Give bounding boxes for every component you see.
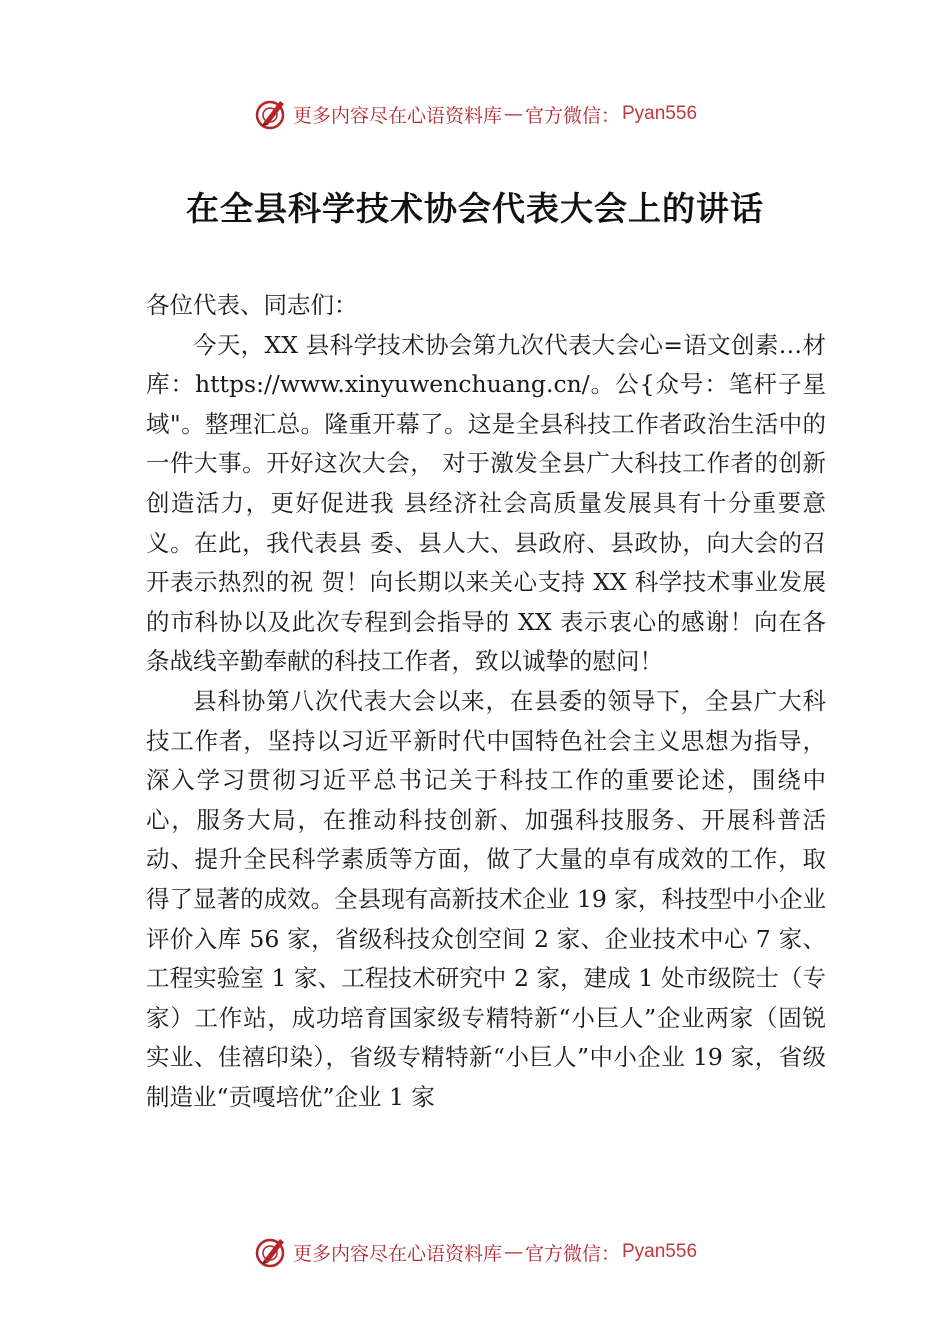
document-title: 在全县科学技术协会代表大会上的讲话: [186, 189, 764, 228]
banner-text: 更多内容尽在心语资料库: [292, 104, 502, 127]
paragraph-2: 县科协第八次代表大会以来，在县委的领导下，全县广大科技工作者，坚持以习近平新时代中国特色社会主义思想为指导，深入学习贯彻习近平总书记关于科技工作的重要论述，围绕中心，服务大局，在推动科技创新、加强科技服务、开展科普活动、提升全民科学素质等方面，做了大量的卓有成效的工作，取得了显著的成效。全县现有高新技术企业 19 家，科技型中小企业评价入库 56 家，省级科技众创空间 2 家、企业技术中心 7 家、工程实验室 1 家、工程技术研究中 2 家，建成 1 处市级院士（专家）工作站，成功培育国家级专精特新“小巨人”企业两家（固锐实业、佳禧印染），省级专精特新“小巨人”中小企业 19 家，省级制造业“贡嘎培优”企业 1 家: [146, 686, 826, 1111]
banner-separator: —: [503, 1241, 523, 1263]
banner-wechat-label: 官方微信：: [524, 1242, 620, 1265]
salutation: 各位代表、同志们：: [146, 291, 358, 319]
banner-wechat-label: 官方微信：: [524, 104, 620, 127]
document-body: [146, 286, 826, 1117]
banner-wechat-id: Pyan556: [622, 1241, 698, 1262]
banner-wechat-id: Pyan556: [622, 103, 698, 124]
header-banner: [0, 94, 950, 134]
banner-text: 更多内容尽在心语资料库: [292, 1242, 502, 1265]
pen-logo-icon: [253, 96, 289, 132]
paragraph-1: 今天，XX 县科学技术协会第九次代表大会心=语文创素…材库：https://www.xinyuwenchuang.cn/。公{众号：笔杆子星域"。整理汇总。隆重开幕了。这是全县科技工作者政治生活中的一件大事。开好这次大会， 对于激发全县广大科技工作者的创新创造活力，更好促进我 县经济社会高质量发展具有十分重要意义。在此，我代表县 委、县人大、县政府、县政协，向大会的召开表示热烈的祝 贺！向长期以来关心支持 XX 科学技术事业发展的市科协以及此次专程到会指导的 XX 表示衷心的感谢！向在各条战线辛勤奉献的科技工作者，致以诚挚的慰问！: [146, 330, 826, 676]
banner-separator: —: [503, 103, 523, 125]
pen-logo-icon: [253, 1234, 289, 1270]
footer-banner: [0, 1232, 950, 1272]
